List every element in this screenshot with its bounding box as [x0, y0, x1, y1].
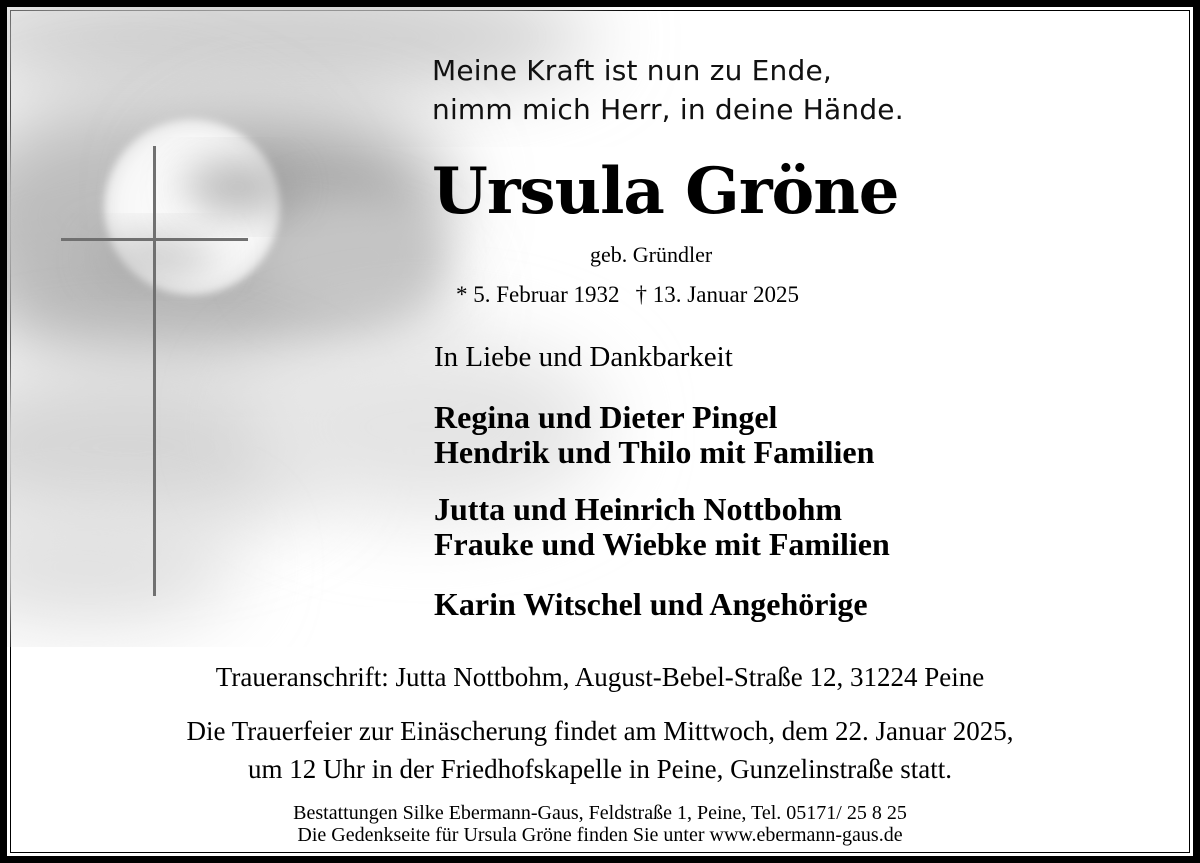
ceremony-line-2: um 12 Uhr in der Friedhofskapelle in Peine, Gunzelinstraße statt. — [247, 754, 953, 784]
deceased-name: Ursula Gröne — [432, 154, 899, 229]
undertaker-footer — [7, 802, 1193, 846]
undertaker-contact: Bestattungen Silke Ebermann-Gaus, Feldstraße 1, Peine, Tel. 05171/ 25 8 25 — [293, 802, 907, 824]
mourner-line: Frauke und Wiebke mit Familien — [434, 526, 890, 562]
memorial-page-note: Die Gedenkseite für Ursula Gröne finden Sie unter www.ebermann-gaus.de — [297, 824, 903, 846]
mourner-group — [434, 400, 874, 470]
mourner-line: Karin Witschel und Angehörige — [434, 586, 868, 622]
life-dates — [456, 282, 799, 308]
mourner-group — [434, 587, 868, 622]
dedication: In Liebe und Dankbarkeit — [434, 341, 733, 373]
maiden-name: geb. Gründler — [590, 242, 713, 267]
quote-line-1: Meine Kraft ist nun zu Ende, — [432, 54, 832, 87]
quote — [432, 51, 904, 129]
ceremony-info — [7, 712, 1193, 788]
mourner-line: Hendrik und Thilo mit Familien — [434, 434, 875, 470]
mourner-group — [434, 492, 890, 562]
mourner-line: Jutta und Heinrich Nottbohm — [434, 491, 843, 527]
birth-date: * 5. Februar 1932 — [456, 282, 620, 307]
death-date: † 13. Januar 2025 — [635, 282, 800, 307]
mourning-address: Traueranschrift: Jutta Nottbohm, August-Bebel-Straße 12, 31224 Peine — [215, 662, 985, 692]
mourner-line: Regina und Dieter Pingel — [434, 399, 778, 435]
quote-line-2: nimm mich Herr, in deine Hände. — [432, 93, 904, 126]
ceremony-line-1: Die Trauerfeier zur Einäscherung findet am Mittwoch, dem 22. Januar 2025, — [186, 716, 1014, 746]
